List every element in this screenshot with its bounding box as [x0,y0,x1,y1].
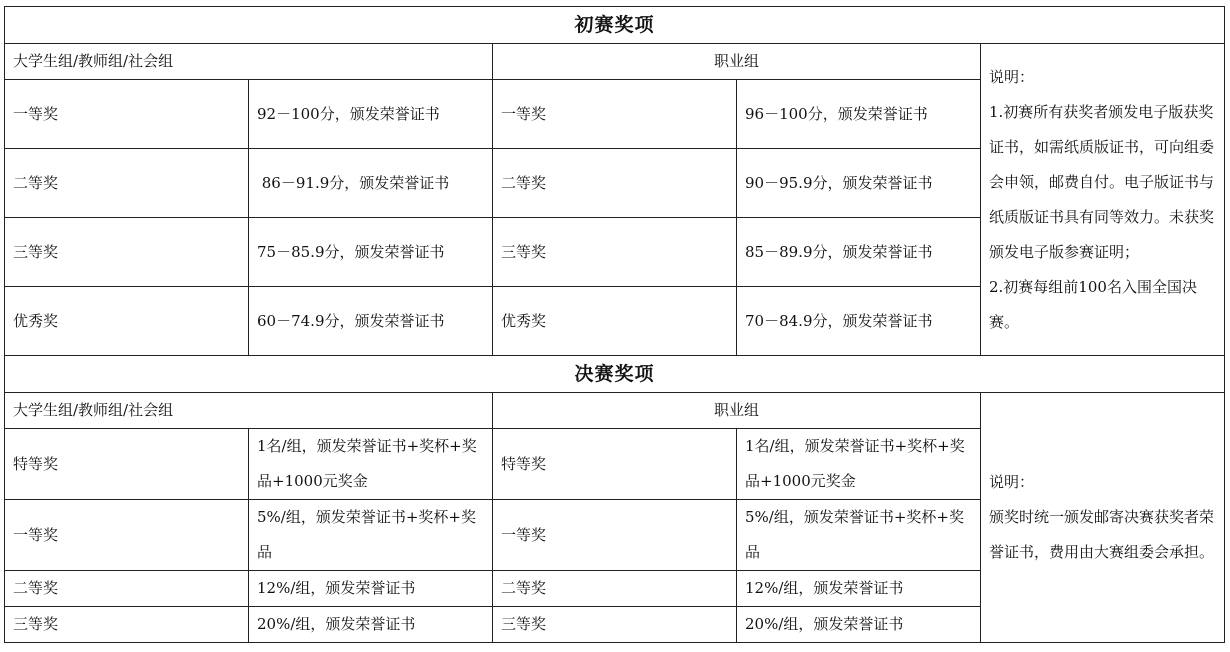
final-desc-b: 5%/组，颁发荣誉证书+奖杯+奖品 [737,500,981,571]
prelim-award-a: 三等奖 [5,218,249,287]
prelim-group-a-header: 大学生组/教师组/社会组 [5,44,493,80]
final-award-a: 三等奖 [5,607,249,643]
prelim-note-heading: 说明： [989,67,1035,86]
prelim-section-title: 初赛奖项 [5,7,1225,44]
prelim-award-b: 一等奖 [493,80,737,149]
final-desc-b: 20%/组，颁发荣誉证书 [737,607,981,643]
prelim-desc-b: 70－84.9分，颁发荣誉证书 [737,287,981,356]
final-award-a: 一等奖 [5,500,249,571]
final-group-a-header: 大学生组/教师组/社会组 [5,393,493,429]
awards-document [4,6,1224,643]
final-desc-a: 12%/组，颁发荣誉证书 [249,571,493,607]
awards-table [4,6,1225,643]
prelim-desc-a: 60－74.9分，颁发荣誉证书 [249,287,493,356]
prelim-desc-a: 75－85.9分，颁发荣誉证书 [249,218,493,287]
final-desc-b: 12%/组，颁发荣誉证书 [737,571,981,607]
final-desc-b: 1名/组，颁发荣誉证书+奖杯+奖品+1000元奖金 [737,429,981,500]
final-award-b: 二等奖 [493,571,737,607]
final-desc-a: 20%/组，颁发荣誉证书 [249,607,493,643]
final-note-heading: 说明： [989,473,1035,491]
prelim-desc-a: 86－91.9分，颁发荣誉证书 [249,149,493,218]
final-award-a: 二等奖 [5,571,249,607]
final-desc-a: 5%/组，颁发荣誉证书+奖杯+奖品 [249,500,493,571]
prelim-desc-a: 92－100分，颁发荣誉证书 [249,80,493,149]
prelim-award-a: 优秀奖 [5,287,249,356]
prelim-note [981,44,1225,356]
prelim-award-b: 三等奖 [493,218,737,287]
prelim-note-item-1: 1.初赛所有获奖者颁发电子版获奖证书，如需纸质版证书，可向组委会申领，邮费自付。电子版证书与纸质版证书具有同等效力。未获奖颁发电子版参赛证明； [989,102,1215,261]
prelim-award-b: 二等奖 [493,149,737,218]
prelim-award-a: 一等奖 [5,80,249,149]
prelim-desc-b: 90－95.9分，颁发荣誉证书 [737,149,981,218]
prelim-award-a: 二等奖 [5,149,249,218]
final-award-b: 特等奖 [493,429,737,500]
prelim-desc-b: 85－89.9分，颁发荣誉证书 [737,218,981,287]
prelim-group-b-header: 职业组 [493,44,981,80]
prelim-note-item-2: 2.初赛每组前100名入围全国决赛。 [989,277,1197,331]
prelim-desc-b: 96－100分，颁发荣誉证书 [737,80,981,149]
final-note-item-1: 颁奖时统一颁发邮寄决赛获奖者荣誉证书，费用由大赛组委会承担。 [989,508,1215,561]
final-award-b: 一等奖 [493,500,737,571]
final-note [981,393,1225,643]
final-desc-a: 1名/组，颁发荣誉证书+奖杯+奖品+1000元奖金 [249,429,493,500]
final-group-b-header: 职业组 [493,393,981,429]
final-award-a: 特等奖 [5,429,249,500]
final-award-b: 三等奖 [493,607,737,643]
prelim-award-b: 优秀奖 [493,287,737,356]
final-section-title: 决赛奖项 [5,356,1225,393]
